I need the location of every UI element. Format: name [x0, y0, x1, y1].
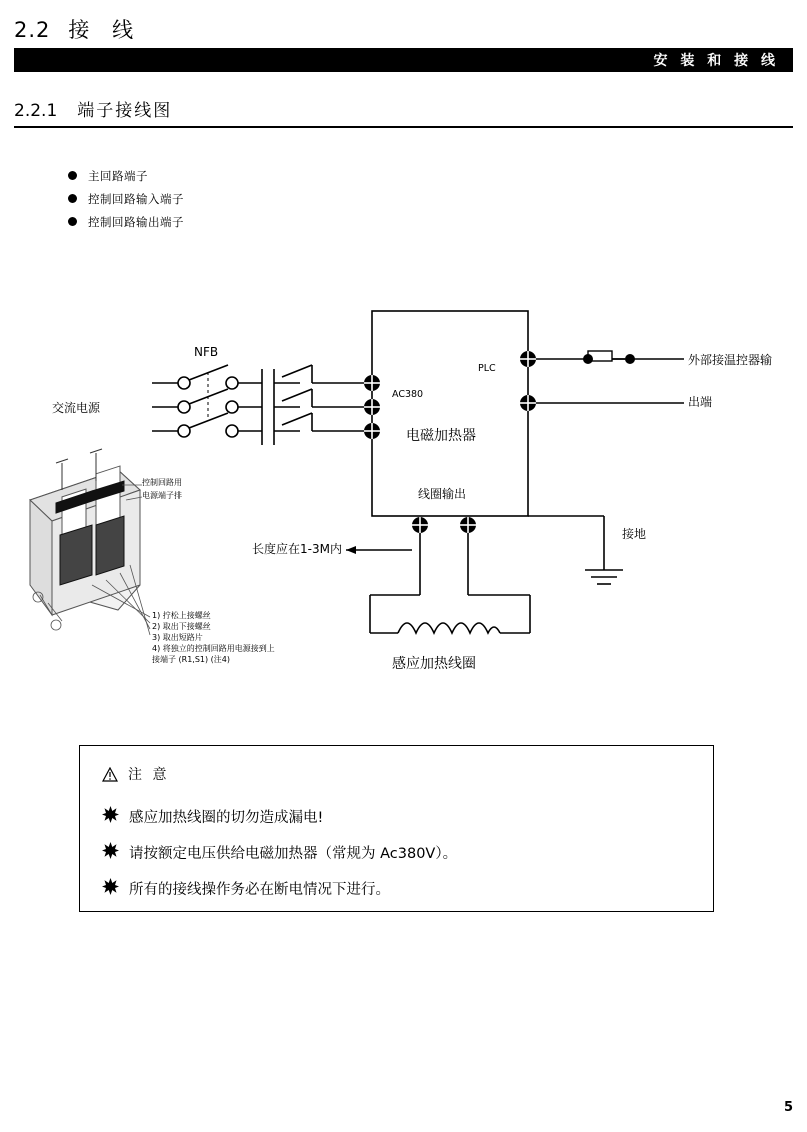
horizontal-rule — [14, 126, 793, 128]
warning-triangle-icon — [102, 767, 118, 782]
bullet-dot-icon — [68, 194, 77, 203]
step-4: 4) 将独立的控制回路用电源接到上 — [152, 644, 275, 653]
legend-item-label: 主回路端子 — [88, 168, 148, 183]
caution-title-text: 注 意 — [128, 767, 170, 783]
length-note-label: 长度应在1-3M内 — [252, 542, 342, 556]
ac380-label: AC380 — [392, 389, 424, 400]
burst-star-icon — [102, 806, 119, 823]
step-1: 1) 拧松上接螺丝 — [152, 611, 211, 620]
external-temp-label-line1: 外部接温控器输 — [688, 353, 773, 367]
bullet-dot-icon — [68, 217, 77, 226]
chapter-banner-text: 安 装 和 接 线 — [653, 53, 779, 69]
coil-output-label: 线圈输出 — [418, 487, 467, 501]
step-4-cont: 接端子 (R1,S1) (注4) — [152, 655, 231, 664]
step-3: 3) 取出短路片 — [152, 633, 203, 642]
subsection-title: 端子接线图 — [77, 101, 173, 121]
subsection-number: 2.2.1 — [14, 101, 58, 121]
wiring-diagram-svg — [0, 285, 807, 705]
caution-item-text: 感应加热线圈的切勿造成漏电! — [129, 810, 324, 826]
wiring-diagram — [0, 285, 807, 705]
ground-label: 接地 — [622, 527, 647, 541]
induction-coil-label: 感应加热线圈 — [392, 656, 476, 672]
caution-title — [102, 764, 169, 784]
heater-label: 电磁加热器 — [406, 428, 476, 444]
bullet-dot-icon — [68, 171, 77, 180]
terminal-block-label-line2: 电源端子排 — [142, 491, 182, 500]
subsection-heading — [14, 96, 172, 121]
step-2: 2) 取出下接螺丝 — [152, 622, 211, 631]
legend-item — [68, 210, 184, 233]
burst-star-icon — [102, 842, 119, 859]
terminal-legend — [68, 164, 184, 233]
section-number: 2.2 — [14, 18, 51, 42]
section-title: 接 线 — [68, 18, 142, 42]
legend-item-label: 控制回路输出端子 — [88, 214, 184, 229]
ac-source-label: 交流电源 — [52, 401, 101, 415]
burst-star-icon — [102, 878, 119, 895]
chapter-banner — [14, 48, 793, 72]
plc-label: PLC — [478, 363, 496, 374]
caution-item-text: 所有的接线操作务必在断电情况下进行。 — [129, 882, 390, 898]
legend-item — [68, 164, 184, 187]
terminal-block-label-line1: 控制回路用 — [142, 478, 182, 487]
legend-item-label: 控制回路输入端子 — [88, 191, 184, 206]
caution-item — [102, 806, 323, 827]
caution-item-text: 请按额定电压供给电磁加热器（常规为 Ac380V）。 — [129, 846, 458, 862]
caution-box — [79, 745, 714, 912]
page-number: 5 — [783, 1100, 793, 1115]
section-heading — [14, 14, 141, 44]
external-temp-label-line2: 出端 — [688, 395, 713, 409]
legend-item — [68, 187, 184, 210]
caution-item — [102, 878, 390, 899]
caution-item — [102, 842, 457, 863]
nfb-label: NFB — [194, 345, 219, 359]
